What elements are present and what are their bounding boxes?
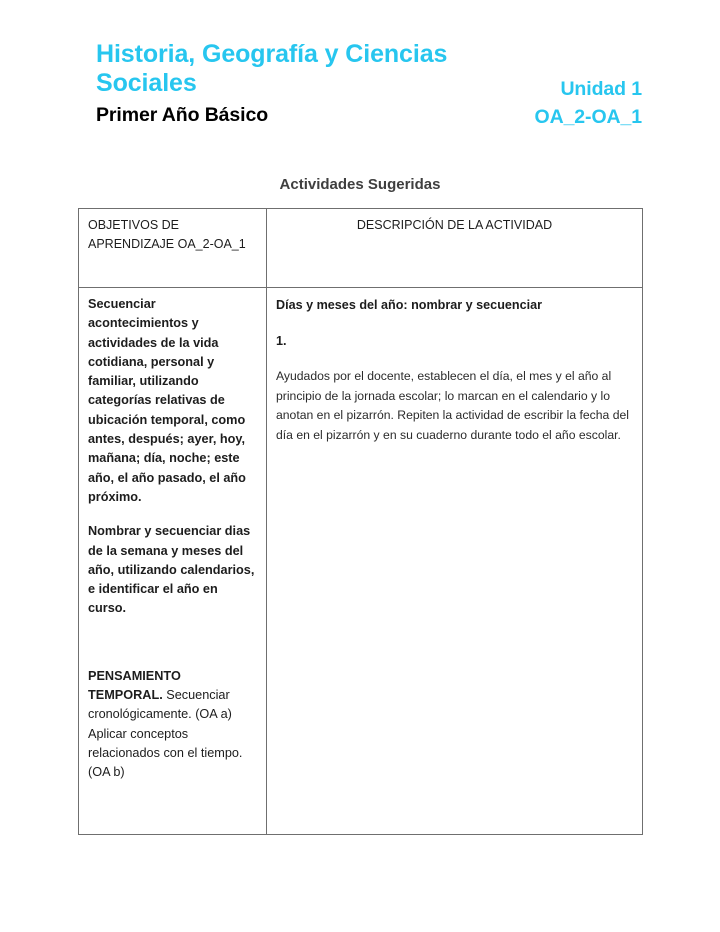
- table-header-objectives: OBJETIVOS DE APRENDIZAJE OA_2-OA_1: [79, 209, 267, 288]
- header-left-block: [96, 40, 516, 127]
- cell-description: [267, 288, 643, 835]
- activities-table: [78, 208, 643, 835]
- objective-paragraph-1: Secuenciar acontecimientos y actividades de la vida cotidiana, personal y familiar, utilizando categorías relativas de ubicación temporal, como antes, después; ayer, hoy, mañana; día, noche; este año, el año pasado, el año próximo.: [88, 297, 246, 504]
- objective-paragraph-2: Nombrar y secuenciar dias de la semana y meses del año, utilizando calendarios, e identificar el año en curso.: [88, 524, 255, 616]
- description-heading: Días y meses del año: nombrar y secuenciar: [276, 298, 542, 312]
- table-header-row: [79, 209, 643, 288]
- table-row: [79, 288, 643, 835]
- skill-label: PENSAMIENTO TEMPORAL.: [88, 668, 181, 703]
- grade-title: Primer Año Básico: [96, 104, 269, 126]
- oa-code-label: OA_2-OA_1: [534, 106, 642, 128]
- header-right-block: [535, 40, 642, 129]
- description-body: Ayudados por el docente, establecen el día, el mes y el año al principio de la jornada escolar; lo marcan en el calendario y lo anotan en el pizarrón. Repiten la actividad de escribir la fecha del día en el pizarrón y en su cuaderno durante todo el año escolar.: [276, 368, 629, 443]
- skill-text: Secuenciar cronológicamente. (OA a) Aplicar conceptos relacionados con el tiempo. (OA b): [88, 688, 243, 780]
- section-title: Actividades Sugeridas: [279, 176, 441, 193]
- document-header: [96, 40, 642, 129]
- description-item-number: 1.: [276, 334, 287, 349]
- unit-label: Unidad 1: [560, 78, 642, 100]
- subject-title: Historia, Geografía y Ciencias Sociales: [96, 40, 448, 97]
- table-header-description: DESCRIPCIÓN DE LA ACTIVIDAD: [267, 209, 643, 288]
- objective-skill-paragraph: [88, 667, 257, 783]
- cell-objectives: [79, 288, 267, 835]
